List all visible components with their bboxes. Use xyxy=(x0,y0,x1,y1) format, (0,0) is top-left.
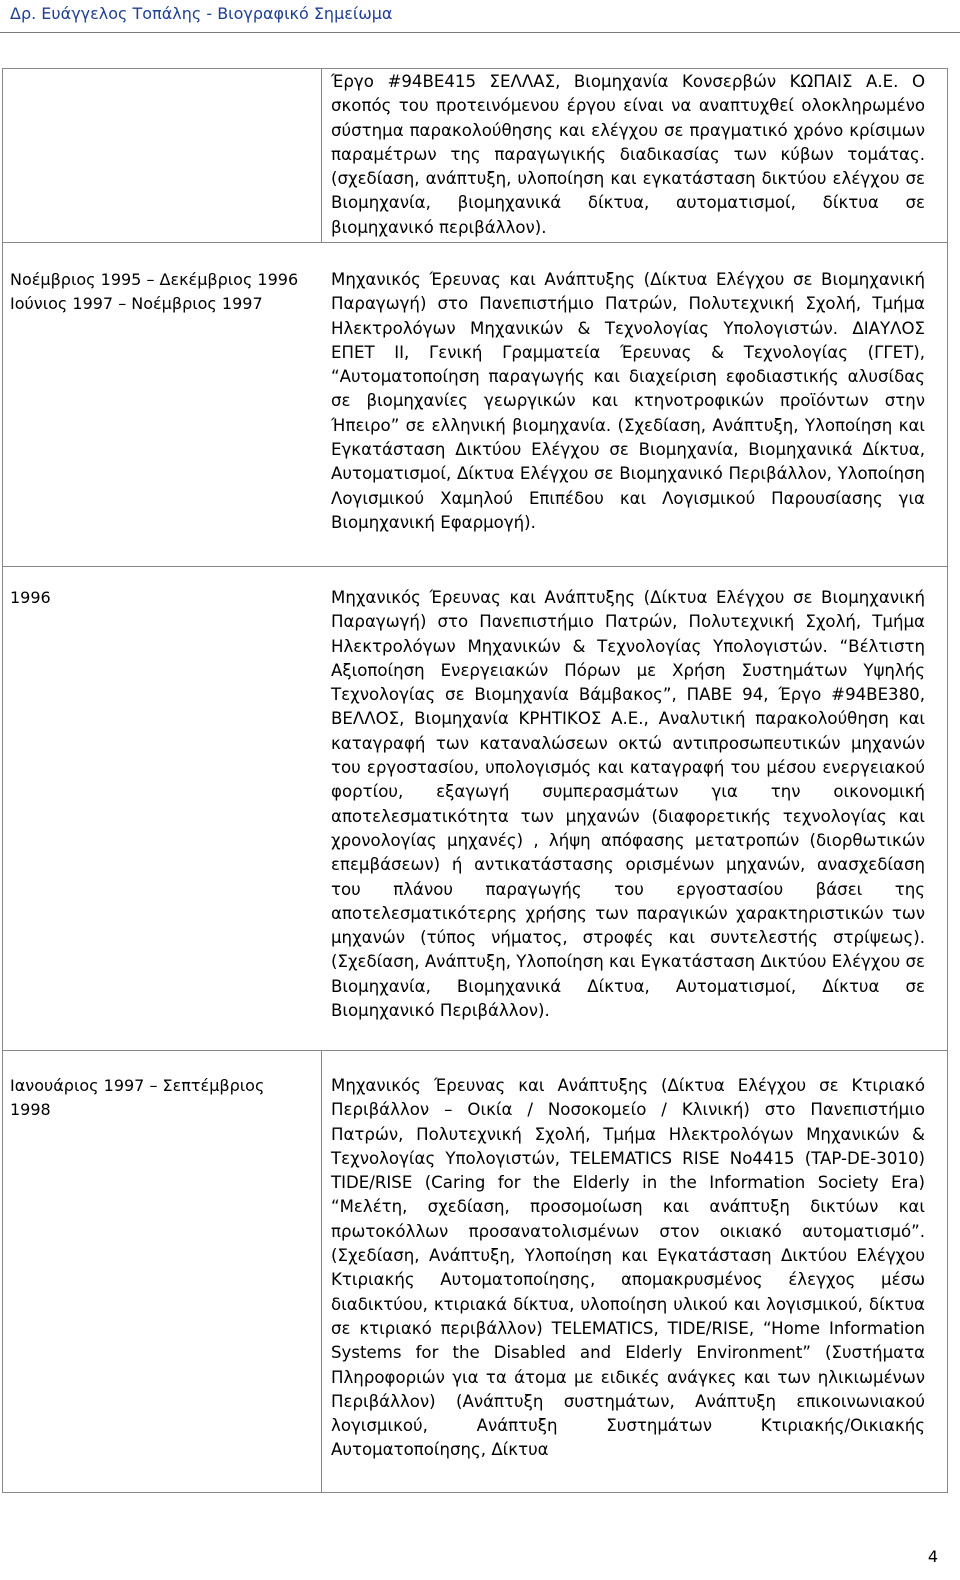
entry-description: Μηχανικός Έρευνας και Ανάπτυξης (Δίκτυα Ελέγχου σε Κτιριακό Περιβάλλον – Οικία / Νοσοκομείο / Κλινική) στο Πανεπιστήμιο Πατρών, Πολυτεχνική Σχολή, Τμήμα Ηλεκτρολόγων Μηχανικών & Τεχνολογίας Υπολογιστών, TELEMATICS RISE No4415 (TAP-DE-3010) TIDE/RISE (Caring for the Elderly in the Information Society Era) “Μελέτη, σχεδίαση, προσομοίωση και ανάπτυξη δικτύων και πρωτοκόλλων προσανατολισμένων στον οικιακό αυτοματισμό”. (Σχεδίαση, Ανάπτυξη, Υλοποίηση και Εγκατάσταση Δικτύου Ελέγχου Κτιριακής Αυτοματοποίησης, απομακρυσμένος έλεγχος μέσω διαδικτύου, κτιριακά δίκτυα, υλοποίηση υλικού και λογισμικού, δίκτυα σε κτιριακό περιβάλλον) TELEMATICS, TIDE/RISE, “Home Information Systems for the Disabled and Elderly Environment” (Συστήματα Πληροφοριών για τα άτομα με ειδικές ανάγκες και των ηλικιωμένων Περιβάλλον) (Ανάπτυξη συστημάτων, Ανάπτυξη επικοινωνιακού λογισμικού, Ανάπτυξη Συστημάτων Κτιριακής/Οικιακής Αυτοματοποίησης, Δίκτυα xyxy=(331,1076,925,1460)
entry-description: Μηχανικός Έρευνας και Ανάπτυξης (Δίκτυα Ελέγχου σε Βιομηχανική Παραγωγή) στο Πανεπιστήμιο Πατρών, Πολυτεχνική Σχολή, Τμήμα Ηλεκτρολόγων Μηχανικών & Τεχνολογίας Υπολογιστών. “Βέλτιστη Αξιοποίηση Ενεργειακών Πόρων με Χρήση Συστημάτων Υψηλής Τεχνολογίας σε Βιομηχανία Βάμβακος”, ΠΑΒΕ 94, Έργο #94ΒΕ380, ΒΕΛΛΟΣ, Βιομηχανία ΚΡΗΤΙΚΟΣ Α.Ε., Αναλυτική παρακολούθηση και καταγραφή των καταναλώσεων οκτώ αντιπροσωπευτικών μηχανών του εργοστασίου, υπολογισμός και καταγραφή του μέσου ενεργειακού φορτίου, εξαγωγή συμπερασμάτων για την οικονομική αποτελεσματικότητα των μηχανών (διαφορετικής τεχνολογίας και χρονολογίας μηχανές) , λήψη απόφασης μετατροπών (διορθωτικών επεμβάσεων) ή αντικατάστασης ορισμένων μηχανών, ανασχεδίαση του πλάνου παραγωγής του εργοστασίου βάσει της αποτελεσματικότερης χρήσης των παραγικών χαρακτηριστικών των μηχανών (τύπος νήματος, στροφές και συντελεστής στρίψεως). (Σχεδίαση, Ανάπτυξη, Υλοποίηση και Εγκατάσταση Δικτύου Ελέγχου σε Βιομηχανία, Βιομηχανικά Δίκτυα, Αυτοματισμοί, Δίκτυα σε Βιομηχανικό Περιβάλλον). xyxy=(331,588,925,1021)
table-border-top xyxy=(2,68,948,69)
table-border-left xyxy=(2,68,3,1493)
column-divider xyxy=(321,1050,322,1493)
page-number: 4 xyxy=(927,1547,938,1566)
header-divider xyxy=(0,32,960,33)
entry-date: Ιανουάριος 1997 – Σεπτέμβριος 1998 xyxy=(10,1076,265,1120)
row-divider xyxy=(2,1050,948,1051)
entry-date: Νοέμβριος 1995 – Δεκέμβριος 1996 Ιούνιος 1997 – Νοέμβριος 1997 xyxy=(10,270,299,314)
table-border-bottom xyxy=(2,1492,948,1493)
entry-description: Έργο #94ΒΕ415 ΣΕΛΛΑΣ, Βιομηχανία Κονσερβών ΚΩΠΑΙΣ Α.Ε. Ο σκοπός του προτεινόμενου έργου είναι να αναπτυχθεί ολοκληρωμένο σύστημα παρακολούθησης και ελέγχου σε πραγματικό χρόνο κρίσιμων παραμέτρων της παραγωγικής διαδικασίας των κύβων τομάτας. (σχεδίαση, ανάπτυξη, υλοποίηση και εγκατάσταση δικτύου ελέγχου σε Βιομηχανία, βιομηχανικά δίκτυα, αυτοματισμοί, δίκτυα σε βιομηχανικό περιβάλλον). xyxy=(331,72,925,237)
entry-date: 1996 xyxy=(10,588,51,607)
column-divider xyxy=(321,68,322,242)
row-divider xyxy=(2,566,948,567)
entry-description: Μηχανικός Έρευνας και Ανάπτυξης (Δίκτυα Ελέγχου σε Βιομηχανική Παραγωγή) στο Πανεπιστήμιο Πατρών, Πολυτεχνική Σχολή, Τμήμα Ηλεκτρολόγων Μηχανικών & Τεχνολογίας Υπολογιστών. ΔΙΑΥΛΟΣ ΕΠΕΤ ΙΙ, Γενική Γραμματεία Έρευνας & Τεχνολογίας (ΓΓΕΤ), “Αυτοματοποίηση παραγωγής και διαχείριση εφοδιαστικής αλυσίδας σε βιομηχανίες γεωργικών και κτηνοτροφικών προϊόντων στην Ήπειρο” σε ελληνική βιομηχανία. (Σχεδίαση, Ανάπτυξη, Υλοποίηση και Εγκατάσταση Δικτύου Ελέγχου σε Βιομηχανία, Βιομηχανικά Δίκτυα, Αυτοματισμοί, Δίκτυα Ελέγχου σε Βιομηχανικό Περιβάλλον, Υλοποίηση Λογισμικού Χαμηλού Επιπέδου και Λογισμικού Παρουσίασης για Βιομηχανική Εφαρμογή). xyxy=(331,270,925,532)
document-header-title: Δρ. Ευάγγελος Τοπάλης - Βιογραφικό Σημείωμα xyxy=(10,4,393,23)
table-border-right xyxy=(947,68,948,1493)
row-divider xyxy=(2,242,948,243)
